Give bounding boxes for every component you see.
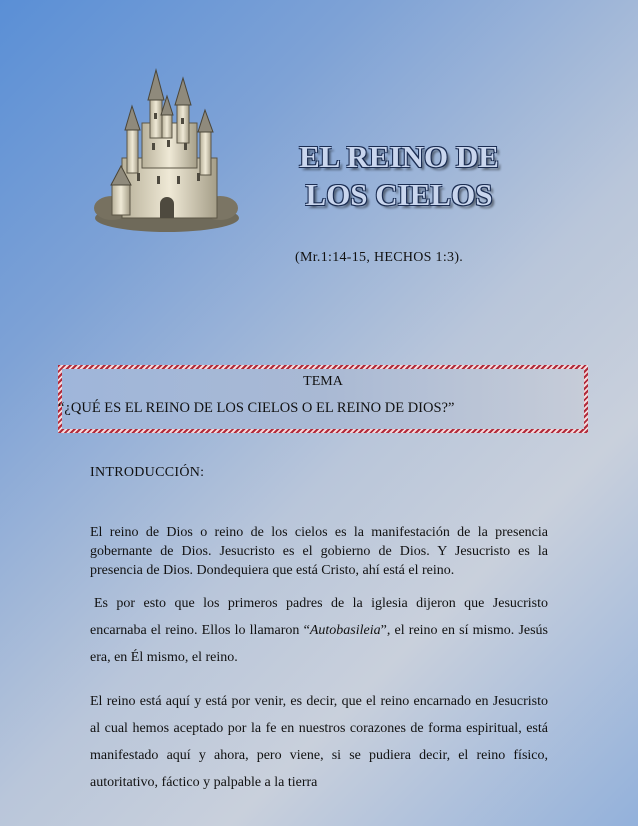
document-title xyxy=(268,138,530,214)
title-line-1: EL REINO DE xyxy=(299,139,499,174)
tema-question: “¿QUÉ ES EL REINO DE LOS CIELOS O EL REINO DE DIOS?” xyxy=(58,400,455,416)
intro-heading: INTRODUCCIÓN: xyxy=(90,465,205,480)
title-line-2: LOS CIELOS xyxy=(305,177,493,212)
paragraph-2-text-b: ”, el reino en sí mismo. Jesús era, en Él mismo, el reino. xyxy=(90,623,548,665)
autobasileia-term: Autobasileia xyxy=(309,623,381,638)
paragraph-1: El reino de Dios o reino de los cielos es la manifestación de la presencia gobernante de Dios. Jesucristo es el gobierno de Dios. Y Jesucristo es la presencia de Dios. Dondequiera que está Cristo, ahí está el reino. xyxy=(90,525,548,578)
tema-label: TEMA xyxy=(303,374,343,389)
paragraph-2-text-a: Es por esto que los primeros padres de la iglesia dijeron que Jesucristo encarnaba el reino. Ellos lo llamaron “ xyxy=(90,596,548,638)
scripture-reference: (Mr.1:14-15, HECHOS 1:3). xyxy=(295,250,464,265)
castle-illustration xyxy=(92,68,242,233)
tema-box xyxy=(58,365,588,433)
paragraph-3: El reino está aquí y está por venir, es decir, que el reino encarnado en Jesucristo al cual hemos aceptado por la fe en nuestros corazones de forma espiritual, está manifestado aquí y ahora, pero viene, si se pudiera decir, el reino físico, autoritativo, fáctico y palpable a la tierra xyxy=(90,694,548,790)
paragraph-2 xyxy=(90,590,548,671)
